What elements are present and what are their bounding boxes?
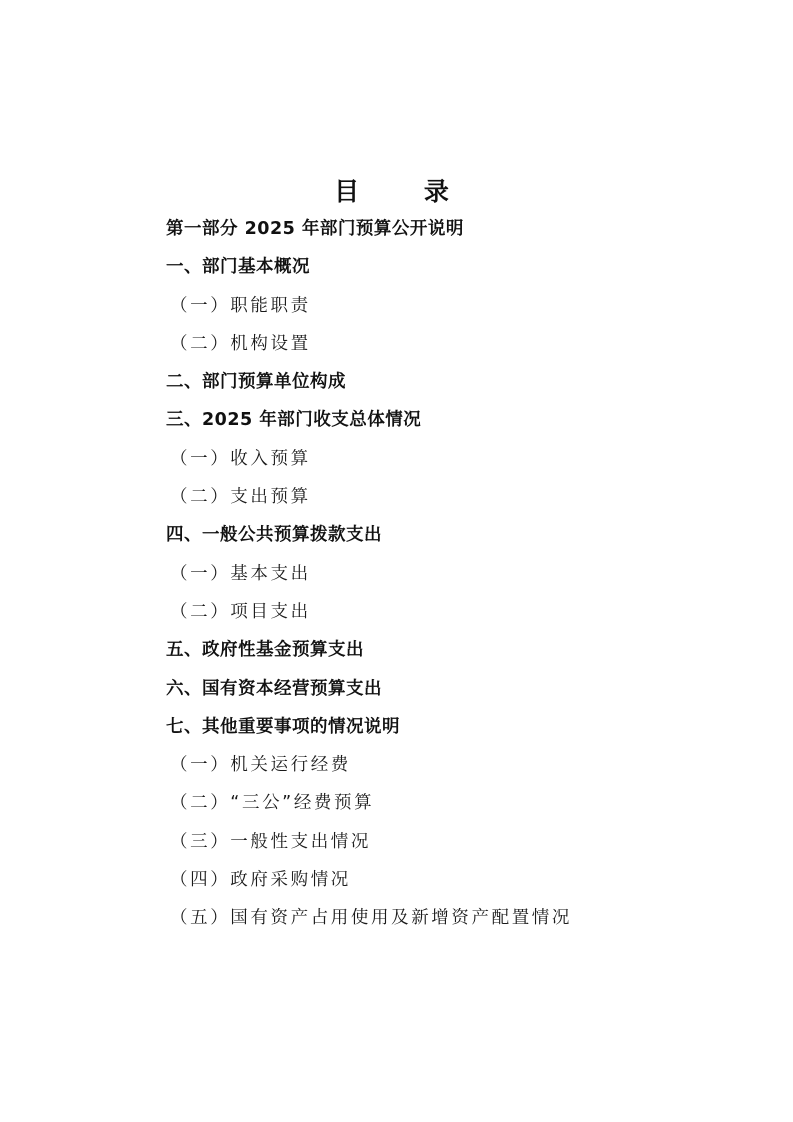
toc-subsection-1-1: （一）职能职责	[170, 295, 311, 316]
toc-subsection-7-4: （四）政府采购情况	[170, 870, 351, 891]
toc-section-3: 三、2025 年部门收支总体情况	[166, 410, 422, 431]
toc-subsection-4-2: （二）项目支出	[170, 601, 311, 622]
toc-section-7: 七、其他重要事项的情况说明	[166, 716, 400, 737]
toc-section-1: 一、部门基本概况	[166, 257, 310, 278]
toc-subsection-7-2: （二）“三公”经费预算	[170, 793, 375, 814]
toc-subsection-7-3: （三）一般性支出情况	[170, 831, 371, 852]
toc-subsection-3-1: （一）收入预算	[170, 448, 311, 469]
toc-subsection-3-2: （二）支出预算	[170, 487, 311, 508]
toc-section-part-one: 第一部分 2025 年部门预算公开说明	[166, 219, 464, 239]
toc-section-6: 六、国有资本经营预算支出	[166, 678, 382, 699]
toc-subsection-7-1: （一）机关运行经费	[170, 755, 351, 776]
toc-subsection-1-2: （二）机构设置	[170, 333, 311, 354]
toc-subsection-4-1: （一）基本支出	[170, 563, 311, 584]
toc-section-4: 四、一般公共预算拨款支出	[166, 525, 382, 546]
toc-subsection-7-5: （五）国有资产占用使用及新增资产配置情况	[170, 908, 572, 929]
toc-section-2: 二、部门预算单位构成	[166, 372, 346, 393]
page-title: 目 录	[334, 177, 477, 206]
table-of-contents	[166, 210, 726, 938]
toc-section-5: 五、政府性基金预算支出	[166, 640, 364, 661]
